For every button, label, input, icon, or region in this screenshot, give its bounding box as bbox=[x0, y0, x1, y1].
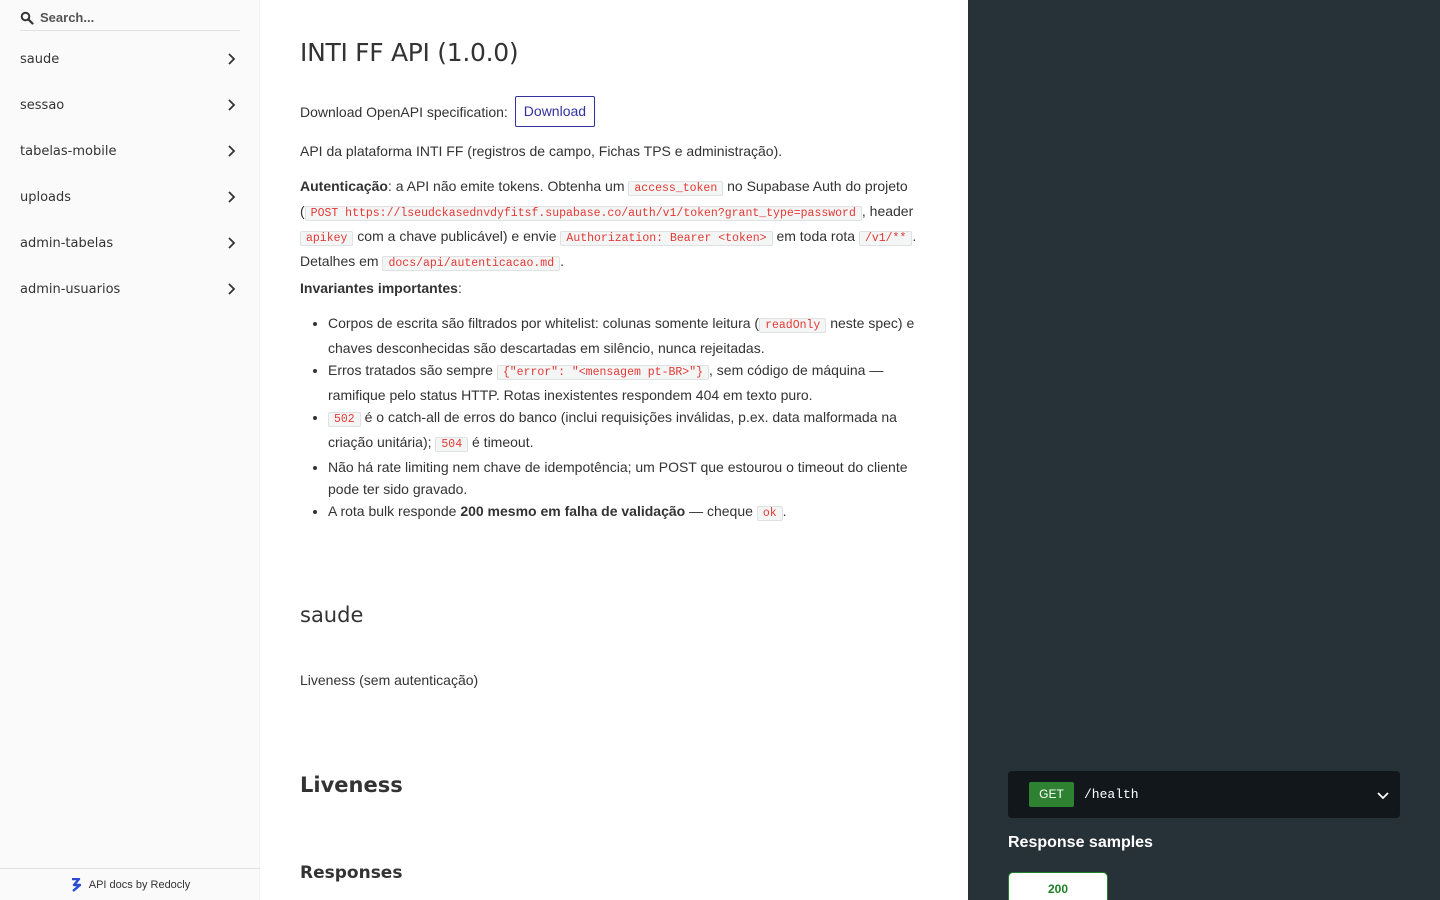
auth-text: . Detalhes em bbox=[300, 228, 917, 269]
list-item bbox=[328, 500, 930, 525]
list-text: neste spec) e chaves desconhecidas são descartadas em silêncio, nunca rejeitadas. bbox=[328, 315, 915, 356]
endpoint-path: /health bbox=[1084, 787, 1139, 802]
list-item bbox=[328, 359, 930, 406]
download-label: Download OpenAPI specification: bbox=[300, 103, 508, 120]
sidebar bbox=[0, 0, 260, 900]
right-panel bbox=[968, 0, 1440, 900]
sidebar-item-saude[interactable] bbox=[0, 36, 260, 82]
response-samples-title: Response samples bbox=[1008, 834, 1153, 851]
sidebar-item-uploads[interactable] bbox=[0, 174, 260, 220]
redocly-footer-link[interactable] bbox=[0, 868, 260, 900]
auth-text: em toda rota bbox=[772, 228, 859, 244]
invariants-list bbox=[328, 312, 930, 525]
list-text: Erros tratados são sempre bbox=[328, 362, 497, 378]
sidebar-item-label: admin-tabelas bbox=[20, 235, 114, 251]
sidebar-item-label: admin-usuarios bbox=[20, 281, 121, 297]
auth-paragraph bbox=[300, 175, 930, 275]
sidebar-nav bbox=[0, 36, 260, 312]
sidebar-item-label: uploads bbox=[20, 189, 72, 205]
sidebar-item-label: tabelas-mobile bbox=[20, 143, 117, 159]
chevron-right-icon bbox=[224, 282, 238, 296]
auth-strong: Autenticação bbox=[300, 178, 388, 194]
chevron-down-icon bbox=[1376, 788, 1390, 802]
inline-code: 504 bbox=[435, 437, 468, 452]
list-item bbox=[328, 406, 930, 456]
auth-text: . bbox=[560, 253, 565, 269]
http-method-badge: GET bbox=[1029, 782, 1074, 807]
list-text: A rota bulk responde bbox=[328, 503, 461, 519]
inline-code: POST https://lseudckasednvdyfitsf.supabase.co/auth/v1/token?grant_type=password bbox=[305, 206, 862, 221]
main-content bbox=[260, 0, 968, 900]
inline-code: {"error": "<mensagem pt-BR>"} bbox=[497, 365, 709, 380]
inline-code: ok bbox=[757, 506, 783, 521]
chevron-right-icon bbox=[224, 190, 238, 204]
operation-title: Liveness bbox=[300, 773, 403, 797]
sidebar-item-label: saude bbox=[20, 51, 60, 67]
search-box bbox=[20, 3, 240, 31]
chevron-right-icon bbox=[224, 236, 238, 250]
chevron-right-icon bbox=[224, 52, 238, 66]
section-description: Liveness (sem autenticação) bbox=[300, 672, 479, 688]
inline-code: access_token bbox=[628, 181, 723, 196]
invariants-heading bbox=[300, 277, 930, 299]
inline-code: Authorization: Bearer <token> bbox=[560, 231, 772, 246]
list-text: é timeout. bbox=[468, 434, 534, 450]
list-item bbox=[328, 312, 930, 359]
responses-title: Responses bbox=[300, 863, 403, 883]
search-input[interactable] bbox=[40, 7, 235, 27]
inline-code: readOnly bbox=[759, 318, 826, 333]
auth-text: com a chave publicável) e envie bbox=[353, 228, 561, 244]
auth-text: : a API não emite tokens. Obtenha um bbox=[387, 178, 629, 194]
inline-code: docs/api/autenticacao.md bbox=[382, 256, 560, 271]
search-icon bbox=[20, 11, 34, 25]
list-strong: 200 mesmo em falha de validação bbox=[460, 503, 686, 519]
inline-code: /v1/** bbox=[859, 231, 912, 246]
redocly-logo-icon bbox=[70, 878, 82, 892]
list-text: Corpos de escrita são filtrados por whitelist: colunas somente leitura ( bbox=[328, 315, 760, 331]
auth-text: no Supabase Auth do projeto ( bbox=[300, 178, 908, 219]
sidebar-item-tabelas-mobile[interactable] bbox=[0, 128, 260, 174]
list-text: . bbox=[782, 503, 787, 519]
list-text: — cheque bbox=[685, 503, 757, 519]
section-title-saude: saude bbox=[300, 603, 364, 627]
endpoint-toggle[interactable] bbox=[1008, 771, 1400, 818]
api-description: API da plataforma INTI FF (registros de campo, Fichas TPS e administração). bbox=[300, 143, 783, 159]
tab-200[interactable]: 200 bbox=[1008, 872, 1108, 900]
inline-code: apikey bbox=[300, 231, 353, 246]
page-title: INTI FF API (1.0.0) bbox=[300, 38, 519, 67]
sidebar-item-sessao[interactable] bbox=[0, 82, 260, 128]
invariants-title: Invariantes importantes bbox=[300, 280, 458, 296]
sidebar-item-admin-tabelas[interactable] bbox=[0, 220, 260, 266]
sidebar-item-label: sessao bbox=[20, 97, 65, 113]
download-button[interactable]: Download bbox=[515, 96, 595, 127]
list-text: , sem código de máquina — ramifique pelo status HTTP. Rotas inexistentes respondem 404 em texto puro. bbox=[328, 362, 884, 403]
redocly-footer-label: API docs by Redocly bbox=[88, 878, 191, 891]
list-text: Não há rate limiting nem chave de idempotência; um POST que estourou o timeout do cliente pode ter sido gravado. bbox=[328, 459, 908, 497]
download-row bbox=[300, 96, 595, 127]
chevron-right-icon bbox=[224, 144, 238, 158]
list-item bbox=[328, 456, 930, 500]
list-text: é o catch-all de erros do banco (inclui requisições inválidas, p.ex. data malformada na criação unitária); bbox=[328, 409, 897, 450]
chevron-right-icon bbox=[224, 98, 238, 112]
inline-code: 502 bbox=[328, 412, 361, 427]
sidebar-item-admin-usuarios[interactable] bbox=[0, 266, 260, 312]
invariants-colon: : bbox=[457, 280, 462, 296]
auth-text: , header bbox=[861, 203, 914, 219]
